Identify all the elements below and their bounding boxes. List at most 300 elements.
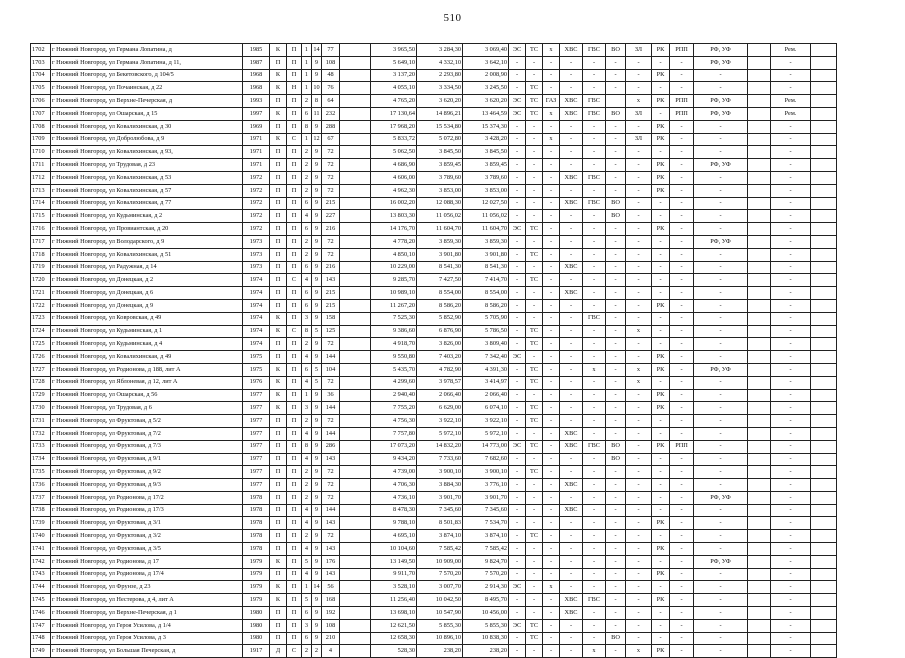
cell-e10: -	[694, 274, 748, 287]
cell-id: 1702	[31, 44, 51, 57]
cell-entrances: 9	[312, 594, 322, 607]
cell-type: П	[287, 44, 302, 57]
cell-e8: -	[652, 146, 670, 159]
cell-e8: -	[652, 453, 670, 466]
cell-e12: -	[771, 376, 811, 389]
cell-e2: ТС	[526, 338, 543, 351]
cell-floors: 6	[302, 607, 312, 620]
cell-e6: -	[606, 581, 626, 594]
cell-blank	[340, 248, 371, 261]
cell-flats: 288	[322, 120, 340, 133]
cell-e8: РК	[652, 363, 670, 376]
cell-type: Н	[287, 82, 302, 95]
cell-e2: ТС	[526, 530, 543, 543]
cell-id: 1712	[31, 171, 51, 184]
cell-area-residential: 8 554,00	[463, 287, 509, 300]
cell-id: 1716	[31, 223, 51, 236]
cell-e2: ТС	[526, 466, 543, 479]
cell-blank	[340, 363, 371, 376]
cell-address: г Нижний Новгород, ул Героя Усилова, д 1/4	[51, 619, 243, 632]
cell-e6: -	[606, 376, 626, 389]
cell-entrances: 9	[312, 184, 322, 197]
cell-e8: РК	[652, 543, 670, 556]
cell-flats: 72	[322, 479, 340, 492]
cell-e1: ЭС	[509, 95, 526, 108]
table-row	[31, 389, 837, 402]
cell-e8: -	[652, 235, 670, 248]
cell-e3: -	[543, 453, 560, 466]
cell-e13	[811, 581, 837, 594]
cell-blank	[340, 299, 371, 312]
cell-e12: -	[771, 351, 811, 364]
cell-e10: -	[694, 568, 748, 581]
cell-e11	[748, 133, 771, 146]
cell-entrances: 9	[312, 440, 322, 453]
cell-e4: -	[560, 632, 583, 645]
cell-e1: -	[509, 274, 526, 287]
cell-area-living: 5 855,30	[417, 619, 463, 632]
cell-material: П	[270, 619, 287, 632]
table-row	[31, 69, 837, 82]
cell-flats: 36	[322, 389, 340, 402]
cell-e7: -	[626, 389, 652, 402]
cell-material: П	[270, 427, 287, 440]
cell-year: 1974	[243, 338, 270, 351]
cell-entrances: 9	[312, 632, 322, 645]
cell-address: г Нижний Новгород, ул Провиантская, д 20	[51, 223, 243, 236]
table-row	[31, 95, 837, 108]
cell-address: г Нижний Новгород, ул Верхне-Печерская, д 1	[51, 607, 243, 620]
cell-flats: 108	[322, 619, 340, 632]
cell-e7: х	[626, 325, 652, 338]
cell-e1: -	[509, 82, 526, 95]
cell-floors: 3	[302, 619, 312, 632]
cell-id: 1706	[31, 95, 51, 108]
cell-e2: -	[526, 312, 543, 325]
cell-e6: -	[606, 594, 626, 607]
cell-e13	[811, 351, 837, 364]
cell-e13	[811, 159, 837, 172]
cell-e6: ВО	[606, 107, 626, 120]
cell-e4: ХВС	[560, 607, 583, 620]
cell-area-residential: 8 495,70	[463, 594, 509, 607]
cell-e5: -	[583, 325, 606, 338]
cell-e2: -	[526, 389, 543, 402]
cell-e7: -	[626, 555, 652, 568]
cell-e3: х	[543, 581, 560, 594]
cell-year: 1987	[243, 56, 270, 69]
cell-e11	[748, 530, 771, 543]
cell-address: г Нижний Новгород, ул Нестерова, д 4, лит А	[51, 594, 243, 607]
cell-area-residential: 3 428,20	[463, 133, 509, 146]
cell-material: К	[270, 44, 287, 57]
cell-e6: -	[606, 159, 626, 172]
cell-e5: -	[583, 517, 606, 530]
cell-e3: ГАЗ	[543, 95, 560, 108]
cell-e7: -	[626, 504, 652, 517]
cell-flats: 215	[322, 197, 340, 210]
cell-material: П	[270, 146, 287, 159]
cell-blank	[340, 210, 371, 223]
cell-blank	[340, 632, 371, 645]
cell-blank	[340, 146, 371, 159]
cell-year: 1971	[243, 159, 270, 172]
cell-e2: -	[526, 210, 543, 223]
cell-id: 1715	[31, 210, 51, 223]
cell-e1: -	[509, 338, 526, 351]
cell-e12: -	[771, 223, 811, 236]
cell-area-residential: 5 705,90	[463, 312, 509, 325]
cell-floors: 1	[302, 133, 312, 146]
cell-e12: -	[771, 645, 811, 658]
cell-material: П	[270, 120, 287, 133]
cell-e12: -	[771, 133, 811, 146]
cell-e6: -	[606, 415, 626, 428]
cell-id: 1731	[31, 415, 51, 428]
cell-e6: -	[606, 146, 626, 159]
cell-e9: -	[670, 581, 694, 594]
cell-blank	[340, 453, 371, 466]
cell-e2: -	[526, 568, 543, 581]
cell-id: 1713	[31, 184, 51, 197]
cell-year: 1975	[243, 351, 270, 364]
cell-address: г Нижний Новгород, ул Германа Лопатина, д	[51, 44, 243, 57]
cell-entrances: 9	[312, 338, 322, 351]
cell-type: П	[287, 619, 302, 632]
cell-e5: -	[583, 69, 606, 82]
cell-type: П	[287, 210, 302, 223]
cell-floors: 4	[302, 274, 312, 287]
cell-flats: 72	[322, 491, 340, 504]
cell-e8: -	[652, 107, 670, 120]
cell-e9: -	[670, 338, 694, 351]
table-row	[31, 56, 837, 69]
cell-e4: -	[560, 274, 583, 287]
cell-area-living: 5 072,80	[417, 133, 463, 146]
cell-flats: 215	[322, 299, 340, 312]
cell-type: С	[287, 274, 302, 287]
cell-area-residential: 14 773,00	[463, 440, 509, 453]
cell-e10: РФ, УФ	[694, 44, 748, 57]
cell-material: П	[270, 504, 287, 517]
cell-e5: -	[583, 427, 606, 440]
cell-floors: 2	[302, 479, 312, 492]
cell-address: г Нижний Новгород, ул Ковалихинская, д 57	[51, 184, 243, 197]
cell-year: 1974	[243, 299, 270, 312]
cell-e4: -	[560, 223, 583, 236]
cell-e2: ТС	[526, 440, 543, 453]
cell-e13	[811, 543, 837, 556]
cell-area-total: 4 962,30	[371, 184, 417, 197]
cell-e1: -	[509, 389, 526, 402]
cell-address: г Нижний Новгород, ул Фруктовая, д 7/2	[51, 427, 243, 440]
cell-e10: -	[694, 479, 748, 492]
cell-e1: -	[509, 299, 526, 312]
cell-e9: -	[670, 479, 694, 492]
cell-e12: -	[771, 82, 811, 95]
cell-entrances: 9	[312, 530, 322, 543]
cell-entrances: 2	[312, 645, 322, 658]
cell-e6: ВО	[606, 440, 626, 453]
cell-year: 1975	[243, 363, 270, 376]
cell-floors: 1	[302, 56, 312, 69]
cell-id: 1729	[31, 389, 51, 402]
cell-area-residential: 7 585,42	[463, 543, 509, 556]
cell-material: П	[270, 440, 287, 453]
cell-e4: -	[560, 235, 583, 248]
cell-e3: -	[543, 363, 560, 376]
cell-e7: -	[626, 427, 652, 440]
cell-e3: -	[543, 56, 560, 69]
cell-e12: -	[771, 440, 811, 453]
cell-e1: -	[509, 517, 526, 530]
cell-e12: -	[771, 466, 811, 479]
cell-type: П	[287, 581, 302, 594]
cell-entrances: 9	[312, 466, 322, 479]
cell-e1: ЭС	[509, 619, 526, 632]
cell-flats: 210	[322, 632, 340, 645]
cell-e1: -	[509, 184, 526, 197]
cell-address: г Нижний Новгород, ул Кудьминская, д 4	[51, 338, 243, 351]
cell-e2: ТС	[526, 376, 543, 389]
table-row	[31, 415, 837, 428]
cell-flats: 67	[322, 133, 340, 146]
cell-e11	[748, 453, 771, 466]
cell-e4: -	[560, 184, 583, 197]
cell-e11	[748, 376, 771, 389]
cell-address: г Нижний Новгород, ул Ковровская, д 49	[51, 312, 243, 325]
cell-e9: -	[670, 159, 694, 172]
cell-floors: 6	[302, 287, 312, 300]
cell-e13	[811, 82, 837, 95]
cell-e1: -	[509, 235, 526, 248]
cell-e10: -	[694, 607, 748, 620]
cell-e7: -	[626, 517, 652, 530]
cell-entrances: 9	[312, 210, 322, 223]
cell-flats: 72	[322, 159, 340, 172]
cell-e4: -	[560, 351, 583, 364]
cell-e13	[811, 95, 837, 108]
cell-area-total: 4 695,10	[371, 530, 417, 543]
cell-area-living: 2 293,80	[417, 69, 463, 82]
cell-floors: 3	[302, 312, 312, 325]
cell-e7: х	[626, 645, 652, 658]
cell-e5: -	[583, 402, 606, 415]
cell-material: П	[270, 287, 287, 300]
cell-year: 1973	[243, 235, 270, 248]
cell-floors: 2	[302, 146, 312, 159]
table-row	[31, 607, 837, 620]
cell-type: П	[287, 530, 302, 543]
cell-flats: 232	[322, 107, 340, 120]
cell-area-total: 4 739,00	[371, 466, 417, 479]
cell-type: П	[287, 312, 302, 325]
cell-e9: -	[670, 376, 694, 389]
cell-area-total: 4 765,20	[371, 95, 417, 108]
cell-area-total: 7 757,80	[371, 427, 417, 440]
cell-e4: ХВС	[560, 261, 583, 274]
cell-material: К	[270, 555, 287, 568]
cell-year: 1978	[243, 530, 270, 543]
cell-e2: -	[526, 171, 543, 184]
cell-flats: 72	[322, 248, 340, 261]
cell-e5: -	[583, 299, 606, 312]
cell-entrances: 9	[312, 69, 322, 82]
cell-e6: -	[606, 645, 626, 658]
cell-area-living: 11 604,70	[417, 223, 463, 236]
cell-type: П	[287, 402, 302, 415]
cell-floors: 2	[302, 491, 312, 504]
cell-e12: Рем.	[771, 95, 811, 108]
cell-e9: -	[670, 120, 694, 133]
cell-blank	[340, 223, 371, 236]
cell-flats: 144	[322, 351, 340, 364]
cell-e3: -	[543, 415, 560, 428]
cell-year: 1980	[243, 607, 270, 620]
cell-type: П	[287, 517, 302, 530]
cell-e5: -	[583, 146, 606, 159]
cell-e4: ХВС	[560, 107, 583, 120]
cell-e11	[748, 415, 771, 428]
cell-e3: -	[543, 389, 560, 402]
page-number: 510	[443, 12, 462, 24]
cell-e7: ЗЛ	[626, 133, 652, 146]
cell-entrances: 5	[312, 363, 322, 376]
cell-material: П	[270, 351, 287, 364]
cell-e10: -	[694, 82, 748, 95]
table-row	[31, 146, 837, 159]
cell-e3: -	[543, 261, 560, 274]
cell-flats: 72	[322, 530, 340, 543]
cell-e2: -	[526, 120, 543, 133]
cell-e5: х	[583, 363, 606, 376]
cell-e12: -	[771, 56, 811, 69]
cell-address: г Нижний Новгород, ул Добролюбова, д 9	[51, 133, 243, 146]
cell-material: К	[270, 325, 287, 338]
cell-floors: 2	[302, 466, 312, 479]
cell-id: 1730	[31, 402, 51, 415]
cell-e11	[748, 363, 771, 376]
cell-area-residential: 15 374,30	[463, 120, 509, 133]
cell-material: П	[270, 568, 287, 581]
cell-blank	[340, 95, 371, 108]
cell-e12: -	[771, 594, 811, 607]
cell-material: К	[270, 82, 287, 95]
cell-area-living: 7 427,50	[417, 274, 463, 287]
cell-area-total: 4 736,10	[371, 491, 417, 504]
cell-blank	[340, 261, 371, 274]
cell-type: П	[287, 338, 302, 351]
cell-address: г Нижний Новгород, ул Ошарская, д 15	[51, 107, 243, 120]
cell-type: С	[287, 133, 302, 146]
cell-area-total: 17 073,20	[371, 440, 417, 453]
cell-area-residential: 5 972,10	[463, 427, 509, 440]
cell-floors: 4	[302, 210, 312, 223]
cell-e10: -	[694, 184, 748, 197]
cell-type: П	[287, 594, 302, 607]
cell-e13	[811, 466, 837, 479]
cell-e3: -	[543, 223, 560, 236]
cell-e4: ХВС	[560, 594, 583, 607]
cell-type: П	[287, 261, 302, 274]
cell-area-residential: 3 874,10	[463, 530, 509, 543]
cell-e5: ГВС	[583, 312, 606, 325]
cell-area-residential: 8 586,20	[463, 299, 509, 312]
cell-e13	[811, 594, 837, 607]
cell-area-total: 13 149,50	[371, 555, 417, 568]
cell-area-total: 14 176,70	[371, 223, 417, 236]
cell-e9: -	[670, 389, 694, 402]
cell-area-residential: 3 789,60	[463, 171, 509, 184]
cell-area-living: 238,20	[417, 645, 463, 658]
cell-e8: -	[652, 338, 670, 351]
cell-flats: 143	[322, 543, 340, 556]
cell-e5: ГВС	[583, 107, 606, 120]
cell-e10: РФ, УФ	[694, 159, 748, 172]
cell-e9: -	[670, 504, 694, 517]
cell-e8: -	[652, 274, 670, 287]
cell-e13	[811, 248, 837, 261]
cell-e6: -	[606, 223, 626, 236]
cell-e10: -	[694, 594, 748, 607]
cell-material: П	[270, 171, 287, 184]
cell-area-residential: 5 786,50	[463, 325, 509, 338]
cell-area-living: 3 884,30	[417, 479, 463, 492]
cell-e2: -	[526, 504, 543, 517]
cell-id: 1711	[31, 159, 51, 172]
cell-type: П	[287, 453, 302, 466]
cell-e5: -	[583, 338, 606, 351]
cell-id: 1723	[31, 312, 51, 325]
cell-e10: -	[694, 466, 748, 479]
cell-flats: 143	[322, 517, 340, 530]
cell-floors: 5	[302, 594, 312, 607]
cell-area-living: 6 629,00	[417, 402, 463, 415]
cell-e5: ГВС	[583, 197, 606, 210]
cell-e2: -	[526, 235, 543, 248]
cell-e9: -	[670, 568, 694, 581]
cell-e13	[811, 210, 837, 223]
cell-area-living: 8 586,20	[417, 299, 463, 312]
cell-area-residential: 3 853,00	[463, 184, 509, 197]
cell-e3: -	[543, 338, 560, 351]
cell-e7: ЗЛ	[626, 44, 652, 57]
cell-e7: -	[626, 69, 652, 82]
cell-e13	[811, 619, 837, 632]
cell-blank	[340, 44, 371, 57]
cell-e3: -	[543, 184, 560, 197]
table-row	[31, 274, 837, 287]
cell-e1: -	[509, 120, 526, 133]
cell-e9: РПП	[670, 44, 694, 57]
cell-year: 1977	[243, 479, 270, 492]
cell-e7: х	[626, 376, 652, 389]
cell-e11	[748, 351, 771, 364]
cell-id: 1719	[31, 261, 51, 274]
cell-e13	[811, 415, 837, 428]
cell-address: г Нижний Новгород, ул Кудьминская, д 1	[51, 325, 243, 338]
cell-floors: 2	[302, 530, 312, 543]
table-row	[31, 159, 837, 172]
cell-e2: -	[526, 491, 543, 504]
cell-blank	[340, 530, 371, 543]
cell-e4: -	[560, 363, 583, 376]
cell-e11	[748, 491, 771, 504]
cell-e5: -	[583, 235, 606, 248]
cell-e3: -	[543, 504, 560, 517]
cell-entrances: 9	[312, 351, 322, 364]
table-row	[31, 504, 837, 517]
